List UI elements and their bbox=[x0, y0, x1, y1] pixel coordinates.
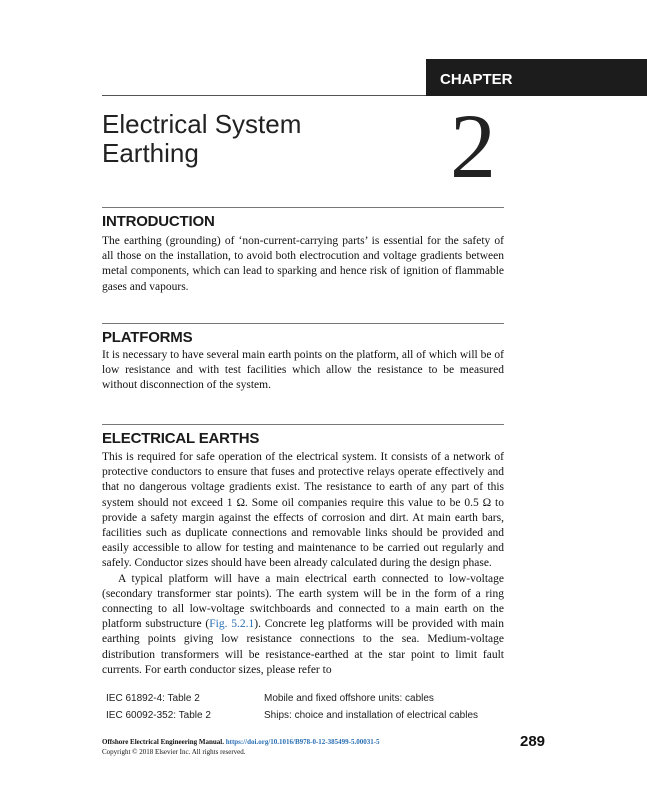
electrical-earths-body bbox=[102, 450, 504, 678]
reference-description: Ships: choice and installation of electrical cables bbox=[264, 710, 479, 721]
reference-table bbox=[106, 693, 506, 727]
section-rule-electrical-earths bbox=[102, 424, 504, 425]
electrical-earths-paragraph-1: This is required for safe operation of the electrical system. It consists of a network of protective conductors to ensure that fuses and protective relays operate effectively and that no dangerous voltage gradients exist. The resistance to earth of any part of this system should not exceed 1 Ω. Some oil companies require this value to be 0.5 Ω to provide a safety margin against the effects of corrosion and dirt. At main earth bars, facilities such as duplicate connections and removable links should be provided and easily accessible to allow for testing and maintenance to be carried out regularly and safely. Conductor sizes should have been already calculated during the design phase. bbox=[102, 451, 504, 570]
footer-citation bbox=[102, 738, 380, 746]
reference-row bbox=[106, 710, 506, 727]
section-heading-introduction: INTRODUCTION bbox=[102, 213, 215, 230]
reference-row bbox=[106, 693, 506, 710]
section-heading-electrical-earths: ELECTRICAL EARTHS bbox=[102, 430, 260, 447]
chapter-label-tab bbox=[426, 59, 647, 96]
section-heading-platforms: PLATFORMS bbox=[102, 329, 193, 346]
reference-description: Mobile and fixed offshore units: cables bbox=[264, 693, 434, 704]
chapter-title bbox=[102, 110, 422, 168]
chapter-label: CHAPTER bbox=[440, 71, 513, 88]
reference-standard: IEC 60092-352: Table 2 bbox=[106, 710, 211, 721]
footer-doi-link[interactable]: https://doi.org/10.1016/B978-0-12-385499-5.00031-5 bbox=[225, 738, 380, 746]
chapter-header-rule bbox=[102, 95, 426, 96]
section-rule-introduction bbox=[102, 207, 504, 208]
page-number: 289 bbox=[520, 733, 546, 750]
chapter-number: 2 bbox=[450, 95, 496, 197]
chapter-title-line2: Earthing bbox=[102, 138, 199, 168]
platforms-paragraph: It is necessary to have several main earth points on the platform, all of which will be of low resistance and with test facilities which allow the resistance to be measured without disconnection of the system. bbox=[102, 349, 504, 392]
introduction-paragraph: The earthing (grounding) of ‘non-current-carrying parts’ is essential for the safety of all those on the installation, to avoid both electrocution and voltage gradients between metal components, which can lead to sparking and hence risk of ignition of flammable gases and vapours. bbox=[102, 235, 504, 293]
chapter-title-line1: Electrical System bbox=[102, 109, 302, 139]
figure-link[interactable]: Fig. 5.2.1 bbox=[209, 618, 255, 631]
paragraph-2-text-end: ). Concrete leg platforms will be provided with main earthing points giving low resistance connections to the sea. Medium-voltage distribution transformers will be resistance-earthed at the star point to limit fault currents. For earth conductor sizes, please refer to bbox=[102, 618, 505, 676]
paragraph-2-text-start: A typical platform will have a main electrical earth connected to low-voltage (secondary transformer star points). The earth system will be in the form of a ring connecting to all low-voltage switchboards and connected to a main earth on the platform substructure ( bbox=[102, 572, 504, 631]
reference-standard: IEC 61892-4: Table 2 bbox=[106, 693, 200, 704]
footer-book-title: Offshore Electrical Engineering Manual. bbox=[102, 738, 224, 746]
section-rule-platforms bbox=[102, 323, 504, 324]
footer-copyright: Copyright © 2018 Elsevier Inc. All rights reserved. bbox=[102, 748, 246, 756]
electrical-earths-paragraph-2 bbox=[102, 572, 504, 678]
